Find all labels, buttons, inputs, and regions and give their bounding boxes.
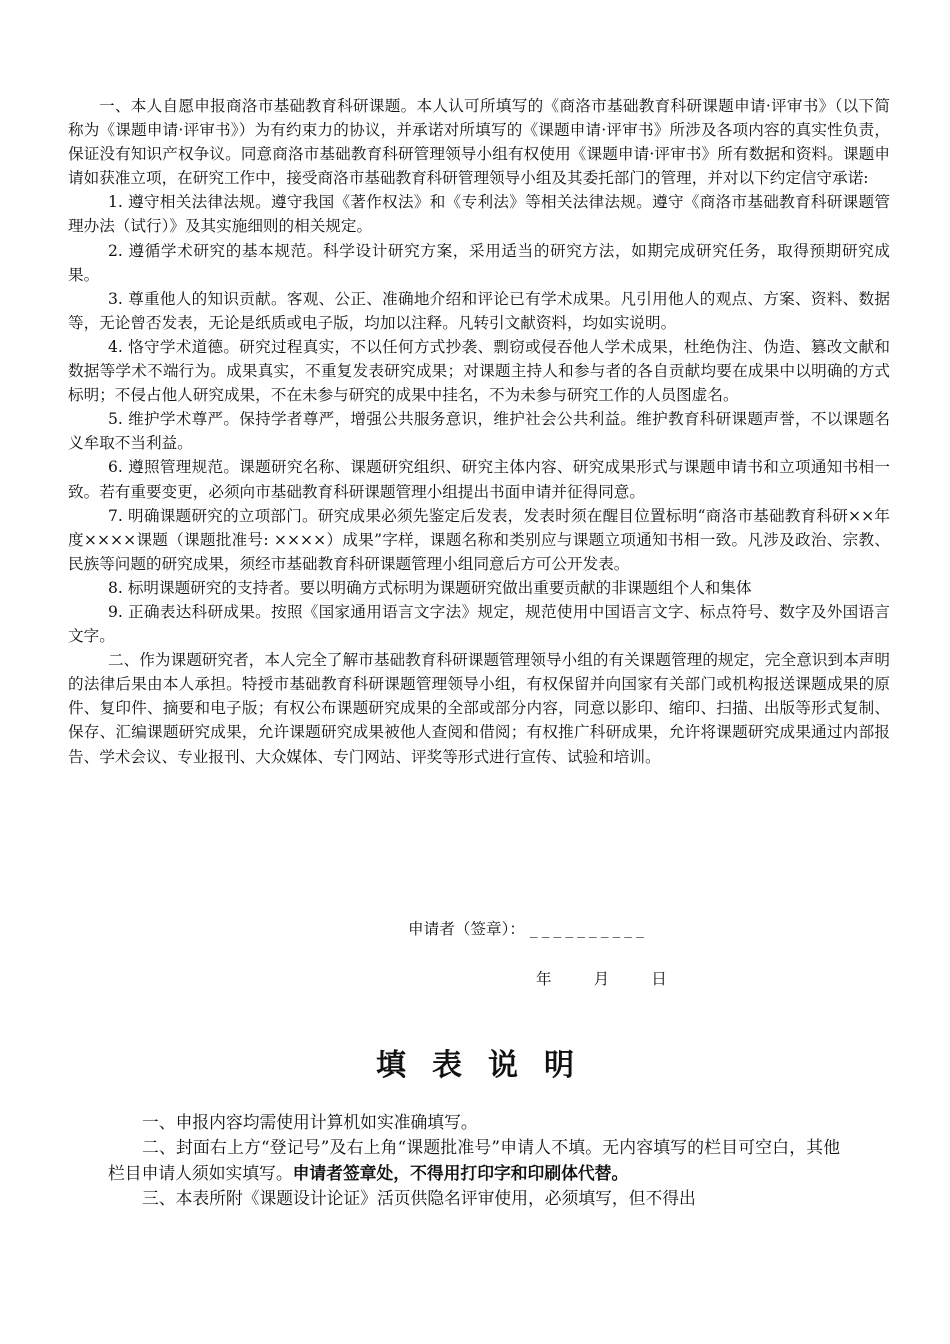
date-row bbox=[536, 967, 667, 991]
declaration-item-6: 6. 遵照管理规范。课题研究名称、课题研究组织、研究主体内容、研究成果形式与课题申请书和立项通知书相一致。若有重要变更，必须向市基础教育科研课题管理小组提出书面申请并征得同意。 bbox=[68, 458, 890, 501]
signature-label: 申请者（签章）： bbox=[408, 920, 525, 938]
title-char: 明 bbox=[544, 1048, 574, 1083]
title-char: 填 bbox=[376, 1048, 406, 1083]
instructions-title bbox=[0, 1046, 950, 1086]
instruction-item-2-text: 二、封面右上方“登记号”及右上角“课题批准号”申请人不填。无内容填写的栏目可空白，其他栏目申请人须如实填写。 bbox=[108, 1137, 840, 1183]
declaration-item-5: 5. 维护学术尊严。保持学者尊严，增强公共服务意识，维护社会公共利益。维护教育科研课题声誉，不以课题名义牟取不当利益。 bbox=[68, 410, 890, 453]
declaration-item-1: 1. 遵守相关法律法规。遵守我国《著作权法》和《专利法》等相关法律法规。遵守《商洛市基础教育科研课题管理办法（试行）》及其实施细则的相关规定。 bbox=[68, 193, 890, 236]
instruction-item-2 bbox=[108, 1135, 840, 1186]
declaration-paragraph-authorization: 二、作为课题研究者，本人完全了解市基础教育科研课题管理领导小组的有关课题管理的规定，完全意识到本声明的法律后果由本人承担。特授市基础教育科研课题管理领导小组，有权保留并向国家有关部门或机构报送课题成果的原件、复印件、摘要和电子版；有权公布课题研究成果的全部或部分内容，同意以影印、缩印、扫描、出版等形式复制、保存、汇编课题研究成果，允许课题研究成果被他人查阅和借阅；有权推广科研成果，允许将课题研究成果通过内部报告、学术会议、专业报刊、大众媒体、专门网站、评奖等形式进行宣传、试验和培训。 bbox=[68, 651, 890, 766]
instructions-body bbox=[108, 1110, 840, 1211]
declaration-item-7: 7. 明确课题研究的立项部门。研究成果必须先鉴定后发表，发表时须在醒目位置标明“商洛市基础教育科研××年度××××课题（课题批准号: ××××）成果”字样，课题名称和类别应与课题立项通知书相一致。凡涉及政治、宗教、民族等问题的研究成果，须经市基础教育科研课题管理小组同意后方可公开发表。 bbox=[68, 506, 890, 573]
declaration-paragraph-intro: 一、本人自愿申报商洛市基础教育科研课题。本人认可所填写的《商洛市基础教育科研课题申请·评审书》（以下简称为《课题申请·评审书》）为有约束力的协议，并承诺对所填写的《课题申请·评审书》所涉及各项内容的真实性负责，保证没有知识产权争议。同意商洛市基础教育科研管理领导小组有权使用《课题申请·评审书》所有数据和资料。课题申请如获准立项，在研究工作中，接受商洛市基础教育科研管理领导小组及其委托部门的管理，并对以下约定信守承诺: bbox=[68, 97, 890, 188]
signature-line: __________ bbox=[529, 920, 648, 938]
instruction-item-3: 三、本表所附《课题设计论证》活页供隐名评审使用，必须填写，但不得出 bbox=[142, 1187, 696, 1208]
title-char: 表 bbox=[432, 1048, 462, 1083]
declaration-item-9: 9. 正确表达科研成果。按照《国家通用语言文字法》规定，规范使用中国语言文字、标点符号、数字及外国语言文字。 bbox=[68, 602, 890, 646]
date-day-label: 日 bbox=[651, 970, 667, 988]
declaration-item-8: 8. 标明课题研究的支持者。要以明确方式标明为课题研究做出重要贡献的非课题组个人和集体 bbox=[108, 578, 752, 597]
declaration-item-4: 4. 恪守学术道德。研究过程真实，不以任何方式抄袭、剽窃或侵吞他人学术成果，杜绝伪注、伪造、篡改文献和数据等学术不端行为。成果真实，不重复发表研究成果；对课题主持人和参与者的各自贡献均要在成果中以明确的方式标明；不侵占他人研究成果，不在未参与研究的成果中挂名，不为未参与研究工作的人员图虚名。 bbox=[68, 337, 890, 405]
date-month-label: 月 bbox=[593, 970, 610, 988]
declaration-body bbox=[68, 94, 890, 769]
declaration-item-3: 3. 尊重他人的知识贡献。客观、公正、准确地介绍和评论已有学术成果。凡引用他人的观点、方案、资料、数据等，无论曾否发表，无论是纸质或电子版，均加以注释。凡转引文献资料，均如实说明。 bbox=[68, 289, 890, 332]
instruction-item-2-emphasis: 申请者签章处，不得用打印字和印刷体代替。 bbox=[292, 1162, 629, 1183]
date-year-label: 年 bbox=[536, 970, 552, 988]
signature-row bbox=[408, 917, 648, 941]
title-char: 说 bbox=[488, 1048, 518, 1083]
instruction-item-1: 一、申报内容均需使用计算机如实准确填写。 bbox=[142, 1112, 478, 1132]
declaration-item-2: 2. 遵循学术研究的基本规范。科学设计研究方案，采用适当的研究方法，如期完成研究任务，取得预期研究成果。 bbox=[68, 241, 890, 284]
